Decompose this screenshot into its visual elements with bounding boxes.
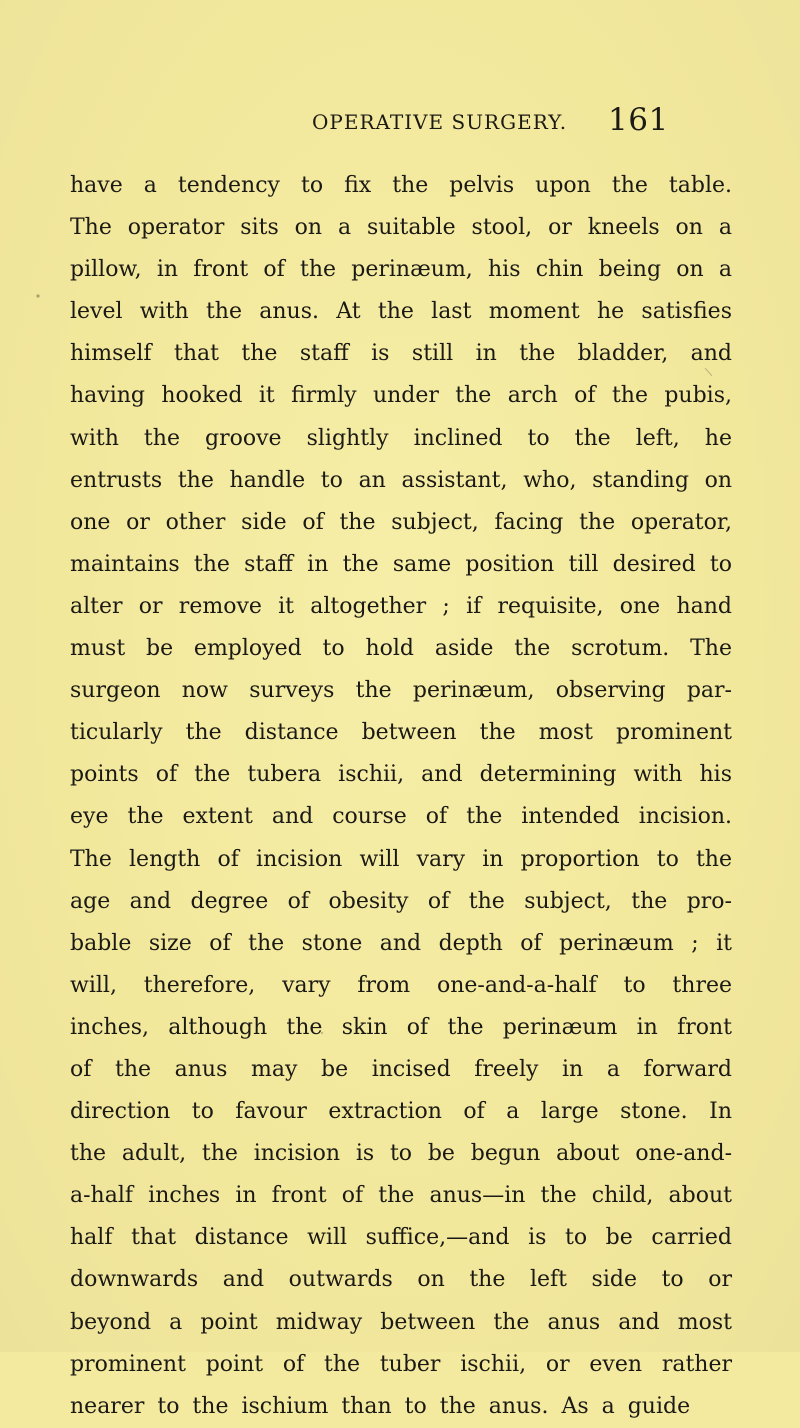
text-line: the adult, the incision is to be begun about one-and- xyxy=(70,1141,732,1167)
text-line: nearer to the ischium than to the anus. As a guide xyxy=(70,1393,691,1419)
text-line: maintains the staff in the same position till desired to xyxy=(70,551,732,577)
text-line: must be employed to hold aside the scrotum. The xyxy=(70,636,732,662)
text-line: having hooked it firmly under the arch of the pubis, xyxy=(70,383,732,409)
text-line: himself that the staff is still in the bladder, and xyxy=(70,341,732,367)
text-line: prominent point of the tuber ischii, or even rather xyxy=(70,1351,732,1377)
text-line: eye the extent and course of the intended incision. xyxy=(70,804,732,830)
text-line: surgeon now surveys the perinæum, observing par- xyxy=(70,678,732,704)
text-line: age and degree of obesity of the subject, the pro- xyxy=(70,888,732,914)
text-line: entrusts the handle to an assistant, who, standing on xyxy=(70,467,732,493)
text-line: pillow, in front of the perinæum, his chin being on a xyxy=(70,257,732,283)
text-line: with the groove slightly inclined to the left, he xyxy=(70,425,732,451)
text-line: will, therefore, vary from one-and-a-half to three xyxy=(70,972,732,998)
text-line: points of the tubera ischii, and determining with his xyxy=(70,762,732,788)
text-line: a-half inches in front of the anus—in the child, about xyxy=(70,1183,732,1209)
text-line: direction to favour extraction of a large stone. In xyxy=(70,1099,732,1125)
page-number: 161 xyxy=(608,102,669,138)
text-line: The operator sits on a suitable stool, or kneels on a xyxy=(70,215,732,241)
text-line: alter or remove it altogether ; if requisite, one hand xyxy=(70,593,732,619)
running-head xyxy=(0,100,800,144)
text-line: level with the anus. At the last moment he satisfies xyxy=(70,299,732,325)
text-line: of the anus may be incised freely in a forward xyxy=(70,1056,732,1082)
text-line: half that distance will suffice,—and is to be carried xyxy=(70,1225,732,1251)
text-line: bable size of the stone and depth of perinæum ; it xyxy=(70,930,732,956)
text-line: The length of incision will vary in proportion to the xyxy=(70,846,732,872)
text-line: one or other side of the subject, facing the operator, xyxy=(70,509,732,535)
body-text xyxy=(70,165,732,1428)
text-line: ticularly the distance between the most prominent xyxy=(70,720,732,746)
text-line: beyond a point midway between the anus and most xyxy=(70,1309,732,1335)
running-title: OPERATIVE SURGERY. xyxy=(312,110,568,134)
text-line: downwards and outwards on the left side to or xyxy=(70,1267,732,1293)
text-line: inches, although the skin of the perinæum in front xyxy=(70,1014,732,1040)
text-line: have a tendency to fix the pelvis upon the table. xyxy=(70,173,732,198)
